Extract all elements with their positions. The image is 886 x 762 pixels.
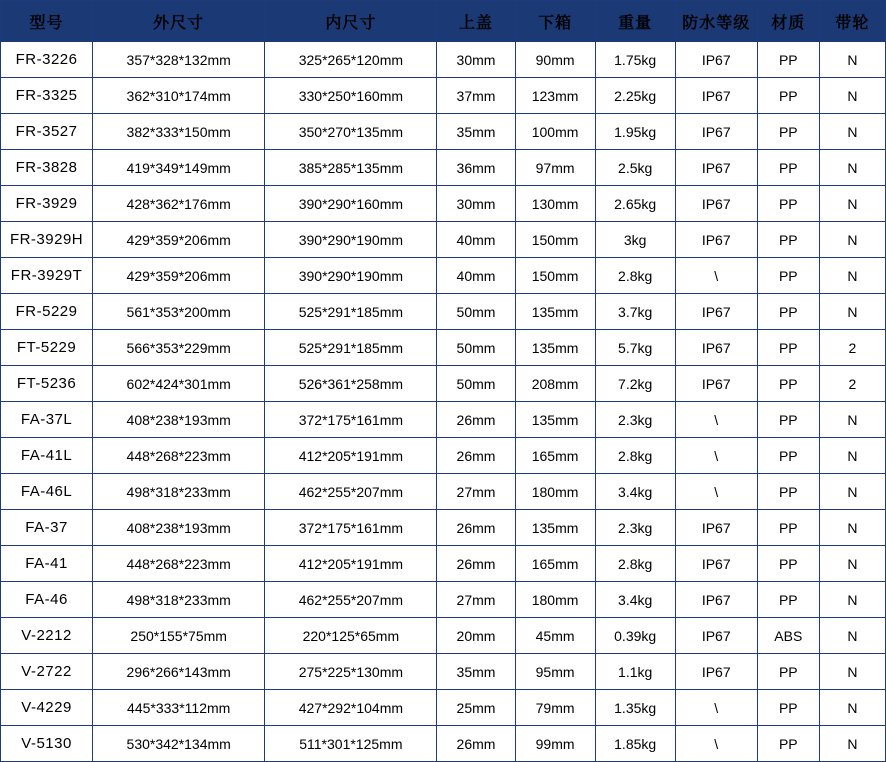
table-cell: N — [819, 582, 885, 618]
table-cell: 2.25kg — [595, 78, 675, 114]
table-cell: IP67 — [675, 582, 757, 618]
table-cell: 525*291*185mm — [265, 294, 437, 330]
table-cell: IP67 — [675, 186, 757, 222]
cell-model: FA-37L — [1, 402, 93, 438]
table-cell: 325*265*120mm — [265, 42, 437, 78]
table-cell: 40mm — [437, 222, 515, 258]
table-cell: 412*205*191mm — [265, 546, 437, 582]
table-cell: 2.5kg — [595, 150, 675, 186]
table-cell: N — [819, 438, 885, 474]
table-cell: 97mm — [515, 150, 595, 186]
table-cell: 25mm — [437, 690, 515, 726]
table-cell: 3.7kg — [595, 294, 675, 330]
table-cell: 498*318*233mm — [93, 582, 265, 618]
table-cell: 79mm — [515, 690, 595, 726]
table-cell: PP — [757, 150, 819, 186]
table-cell: 250*155*75mm — [93, 618, 265, 654]
table-cell: 427*292*104mm — [265, 690, 437, 726]
table-cell: 135mm — [515, 510, 595, 546]
table-cell: N — [819, 402, 885, 438]
table-cell: 26mm — [437, 510, 515, 546]
table-cell: 390*290*160mm — [265, 186, 437, 222]
table-cell: PP — [757, 330, 819, 366]
table-cell: IP67 — [675, 330, 757, 366]
table-cell: 1.95kg — [595, 114, 675, 150]
table-cell: 2 — [819, 366, 885, 402]
table-header-cell-1: 外尺寸 — [93, 1, 265, 42]
table-cell: 5.7kg — [595, 330, 675, 366]
table-row — [1, 366, 886, 402]
table-cell: PP — [757, 114, 819, 150]
table-cell: 429*359*206mm — [93, 258, 265, 294]
table-cell: 2.8kg — [595, 546, 675, 582]
table-cell: 561*353*200mm — [93, 294, 265, 330]
table-cell: PP — [757, 186, 819, 222]
table-cell: \ — [675, 402, 757, 438]
table-cell: 27mm — [437, 474, 515, 510]
table-cell: 50mm — [437, 330, 515, 366]
table-cell: 50mm — [437, 294, 515, 330]
cell-model: FA-46 — [1, 582, 93, 618]
cell-model: V-2212 — [1, 618, 93, 654]
table-cell: 385*285*135mm — [265, 150, 437, 186]
table-cell: 275*225*130mm — [265, 654, 437, 690]
table-cell: 135mm — [515, 330, 595, 366]
table-cell: 330*250*160mm — [265, 78, 437, 114]
table-cell: 26mm — [437, 726, 515, 762]
table-cell: PP — [757, 510, 819, 546]
table-row — [1, 150, 886, 186]
table-row — [1, 258, 886, 294]
table-cell: IP67 — [675, 42, 757, 78]
cell-model: FR-3226 — [1, 42, 93, 78]
table-cell: 357*328*132mm — [93, 42, 265, 78]
table-cell: 45mm — [515, 618, 595, 654]
table-header-cell-5: 重量 — [595, 1, 675, 42]
table-cell: 382*333*150mm — [93, 114, 265, 150]
table-cell: 448*268*223mm — [93, 438, 265, 474]
table-cell: IP67 — [675, 366, 757, 402]
table-cell: 7.2kg — [595, 366, 675, 402]
cell-model: FR-3527 — [1, 114, 93, 150]
table-cell: N — [819, 42, 885, 78]
table-header — [1, 1, 886, 42]
table-header-cell-0: 型号 — [1, 1, 93, 42]
table-cell: 180mm — [515, 474, 595, 510]
table-cell: 3.4kg — [595, 474, 675, 510]
table-cell: 30mm — [437, 186, 515, 222]
table-cell: 180mm — [515, 582, 595, 618]
cell-model: FR-3828 — [1, 150, 93, 186]
table-cell: PP — [757, 222, 819, 258]
table-cell: PP — [757, 726, 819, 762]
table-cell: 35mm — [437, 654, 515, 690]
table-cell: N — [819, 690, 885, 726]
table-cell: 26mm — [437, 546, 515, 582]
table-cell: 296*266*143mm — [93, 654, 265, 690]
table-cell: N — [819, 258, 885, 294]
table-row — [1, 186, 886, 222]
table-cell: 36mm — [437, 150, 515, 186]
table-cell: IP67 — [675, 618, 757, 654]
cell-model: FR-3929T — [1, 258, 93, 294]
table-cell: IP67 — [675, 654, 757, 690]
table-header-cell-2: 内尺寸 — [265, 1, 437, 42]
table-cell: 150mm — [515, 222, 595, 258]
table-row — [1, 294, 886, 330]
table-cell: 419*349*149mm — [93, 150, 265, 186]
cell-model: V-4229 — [1, 690, 93, 726]
table-cell: 448*268*223mm — [93, 546, 265, 582]
table-row — [1, 402, 886, 438]
table-cell: 50mm — [437, 366, 515, 402]
table-cell: IP67 — [675, 78, 757, 114]
table-header-cell-6: 防水等级 — [675, 1, 757, 42]
table-cell: PP — [757, 654, 819, 690]
table-cell: 390*290*190mm — [265, 258, 437, 294]
table-cell: N — [819, 474, 885, 510]
table-cell: N — [819, 222, 885, 258]
table-row — [1, 546, 886, 582]
table-cell: 2 — [819, 330, 885, 366]
table-row — [1, 654, 886, 690]
table-cell: 526*361*258mm — [265, 366, 437, 402]
table-cell: 530*342*134mm — [93, 726, 265, 762]
table-cell: IP67 — [675, 546, 757, 582]
table-row — [1, 42, 886, 78]
table-header-cell-8: 带轮 — [819, 1, 885, 42]
cell-model: FR-3325 — [1, 78, 93, 114]
table-cell: 2.65kg — [595, 186, 675, 222]
table-row — [1, 114, 886, 150]
table-cell: 40mm — [437, 258, 515, 294]
table-cell: 362*310*174mm — [93, 78, 265, 114]
cell-model: FA-41L — [1, 438, 93, 474]
cell-model: V-5130 — [1, 726, 93, 762]
table-row — [1, 582, 886, 618]
table-cell: PP — [757, 474, 819, 510]
table-cell: PP — [757, 546, 819, 582]
table-row — [1, 330, 886, 366]
table-cell: PP — [757, 438, 819, 474]
table-cell: 566*353*229mm — [93, 330, 265, 366]
table-cell: N — [819, 726, 885, 762]
table-cell: 2.3kg — [595, 510, 675, 546]
table-cell: N — [819, 294, 885, 330]
table-cell: N — [819, 150, 885, 186]
table-cell: \ — [675, 258, 757, 294]
table-cell: 99mm — [515, 726, 595, 762]
table-cell: N — [819, 546, 885, 582]
table-cell: 390*290*190mm — [265, 222, 437, 258]
table-cell: 27mm — [437, 582, 515, 618]
table-cell: 498*318*233mm — [93, 474, 265, 510]
table-cell: PP — [757, 366, 819, 402]
table-cell: 602*424*301mm — [93, 366, 265, 402]
table-cell: \ — [675, 726, 757, 762]
table-cell: 1.1kg — [595, 654, 675, 690]
table-cell: 220*125*65mm — [265, 618, 437, 654]
table-cell: PP — [757, 42, 819, 78]
table-cell: \ — [675, 438, 757, 474]
table-cell: \ — [675, 474, 757, 510]
table-cell: 429*359*206mm — [93, 222, 265, 258]
table-cell: 130mm — [515, 186, 595, 222]
table-cell: 408*238*193mm — [93, 510, 265, 546]
table-cell: IP67 — [675, 150, 757, 186]
table-cell: N — [819, 114, 885, 150]
table-cell: 165mm — [515, 438, 595, 474]
table-cell: N — [819, 510, 885, 546]
table-cell: \ — [675, 690, 757, 726]
table-cell: 372*175*161mm — [265, 402, 437, 438]
table-cell: 1.75kg — [595, 42, 675, 78]
table-cell: 525*291*185mm — [265, 330, 437, 366]
table-cell: IP67 — [675, 510, 757, 546]
table-cell: N — [819, 78, 885, 114]
table-cell: 20mm — [437, 618, 515, 654]
table-cell: 1.35kg — [595, 690, 675, 726]
table-cell: 123mm — [515, 78, 595, 114]
table-cell: 350*270*135mm — [265, 114, 437, 150]
cell-model: FA-37 — [1, 510, 93, 546]
table-cell: 2.8kg — [595, 258, 675, 294]
table-row — [1, 726, 886, 762]
table-cell: 445*333*112mm — [93, 690, 265, 726]
table-row — [1, 222, 886, 258]
table-cell: 30mm — [437, 42, 515, 78]
table-row — [1, 690, 886, 726]
table-cell: 26mm — [437, 402, 515, 438]
table-cell: 95mm — [515, 654, 595, 690]
table-cell: PP — [757, 78, 819, 114]
cell-model: FR-3929H — [1, 222, 93, 258]
table-cell: 462*255*207mm — [265, 474, 437, 510]
cell-model: FT-5236 — [1, 366, 93, 402]
table-header-cell-4: 下箱 — [515, 1, 595, 42]
table-cell: 135mm — [515, 294, 595, 330]
table-cell: 135mm — [515, 402, 595, 438]
table-row — [1, 78, 886, 114]
table-header-cell-3: 上盖 — [437, 1, 515, 42]
table-cell: 150mm — [515, 258, 595, 294]
table-cell: N — [819, 654, 885, 690]
table-cell: PP — [757, 402, 819, 438]
table-cell: 35mm — [437, 114, 515, 150]
table-header-row — [1, 1, 886, 42]
table-row — [1, 474, 886, 510]
table-cell: N — [819, 186, 885, 222]
table-cell: 372*175*161mm — [265, 510, 437, 546]
table-row — [1, 618, 886, 654]
table-cell: 100mm — [515, 114, 595, 150]
table-cell: 208mm — [515, 366, 595, 402]
table-cell: 2.8kg — [595, 438, 675, 474]
table-cell: 3kg — [595, 222, 675, 258]
table-cell: 412*205*191mm — [265, 438, 437, 474]
table-cell: 2.3kg — [595, 402, 675, 438]
cell-model: FA-46L — [1, 474, 93, 510]
table-cell: 165mm — [515, 546, 595, 582]
table-cell: 37mm — [437, 78, 515, 114]
table-cell: ABS — [757, 618, 819, 654]
table-cell: 462*255*207mm — [265, 582, 437, 618]
table-cell: 428*362*176mm — [93, 186, 265, 222]
cell-model: FR-3929 — [1, 186, 93, 222]
table-cell: 408*238*193mm — [93, 402, 265, 438]
cell-model: FT-5229 — [1, 330, 93, 366]
table-cell: PP — [757, 582, 819, 618]
table-cell: PP — [757, 258, 819, 294]
table-cell: 90mm — [515, 42, 595, 78]
table-cell: IP67 — [675, 114, 757, 150]
table-cell: 1.85kg — [595, 726, 675, 762]
table-header-cell-7: 材质 — [757, 1, 819, 42]
cell-model: FR-5229 — [1, 294, 93, 330]
table-cell: IP67 — [675, 294, 757, 330]
table-cell: PP — [757, 294, 819, 330]
table-row — [1, 438, 886, 474]
cell-model: V-2722 — [1, 654, 93, 690]
table-cell: IP67 — [675, 222, 757, 258]
table-cell: 3.4kg — [595, 582, 675, 618]
cell-model: FA-41 — [1, 546, 93, 582]
table-cell: 0.39kg — [595, 618, 675, 654]
table-row — [1, 510, 886, 546]
table-cell: N — [819, 618, 885, 654]
table-cell: 26mm — [437, 438, 515, 474]
table-body — [1, 42, 886, 762]
table-cell: 511*301*125mm — [265, 726, 437, 762]
table-cell: PP — [757, 690, 819, 726]
